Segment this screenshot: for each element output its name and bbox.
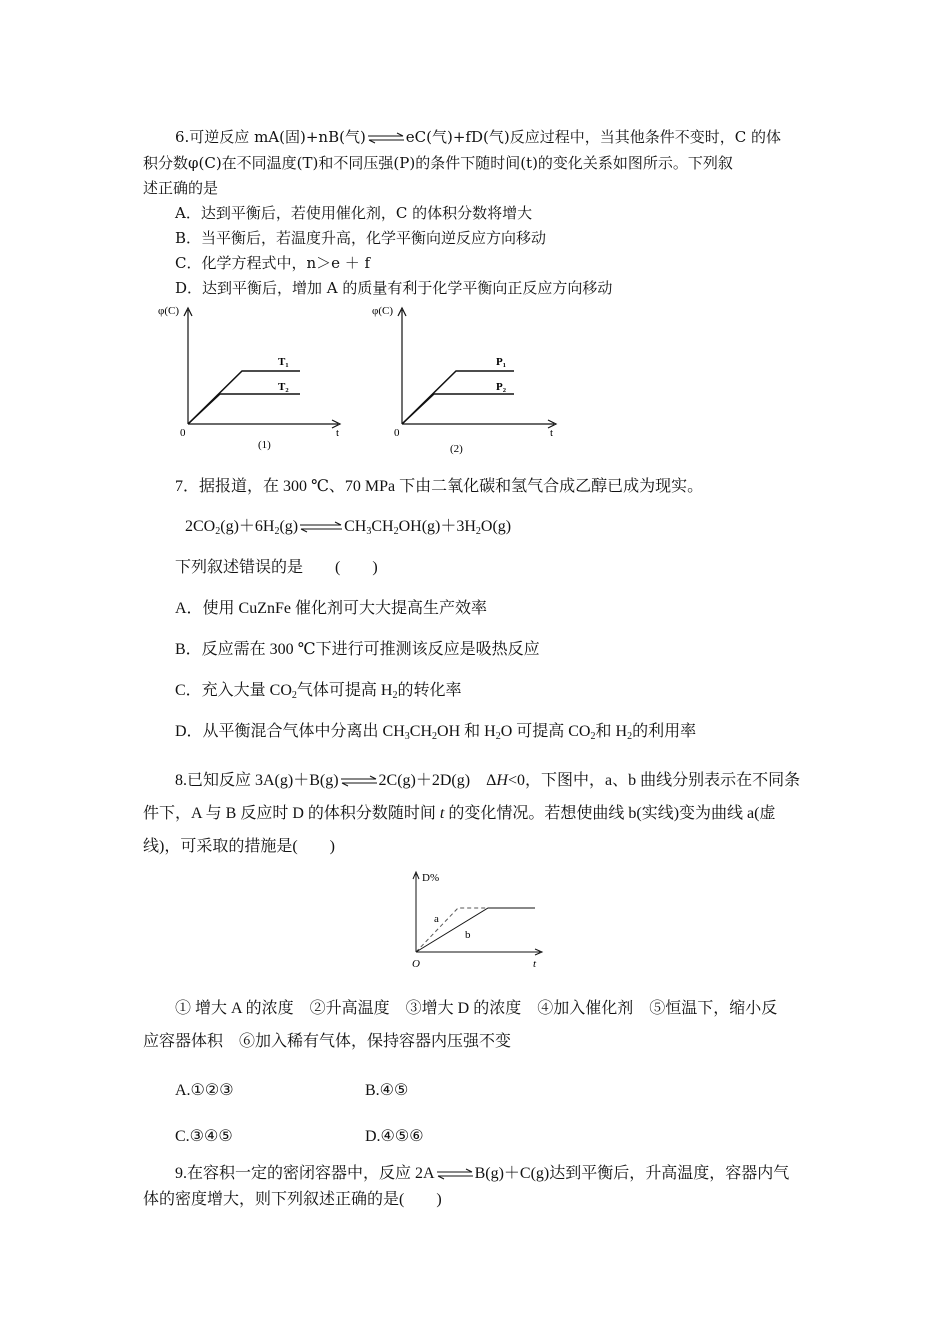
q7-option-b: B．反应需在 300 ℃下进行可推测该反应是吸热反应 [175, 641, 540, 658]
curve-t2-label: T₂ [278, 381, 289, 393]
equilibrium-arrow-icon [339, 775, 379, 787]
x-axis-label: t [336, 427, 340, 439]
q8-option-d: D.④⑤⑥ [365, 1128, 424, 1145]
curve-p2-label: P₂ [496, 381, 507, 393]
q6-option-d: D．达到平衡后，增加 A 的质量有利于化学平衡向正反应方向移动 [175, 279, 613, 297]
q7-stem: 7．据报道，在 300 ℃、70 MPa 下由二氧化碳和氢气合成乙醇已成为现实。 [175, 478, 704, 495]
equilibrium-arrow-icon [366, 132, 406, 144]
q7-option-a: A．使用 CuZnFe 催化剂可大大提高生产效率 [175, 600, 488, 617]
curve-a-label: a [434, 913, 439, 925]
y-axis-label: φ(C) [158, 305, 180, 317]
graph-caption: (1) [258, 439, 271, 451]
q6-option-b: B．当平衡后，若温度升高，化学平衡向逆反应方向移动 [175, 229, 547, 247]
x-axis-label: t [550, 427, 554, 439]
curve-t1 [188, 371, 300, 424]
q8-stem-line2: 件下，A 与 B 反应时 D 的体积分数随时间 t 的变化情况。若想使曲线 b(实线)变为曲线 a(虚 [143, 805, 776, 822]
y-axis-label: D% [422, 872, 440, 884]
x-axis-label: t [533, 958, 537, 970]
q9-stem-line1: 9.在容积一定的密闭容器中，反应 2A B(g)＋C(g)达到平衡后，升高温度，容器内气 [175, 1165, 790, 1182]
q7-equation: $2CO_2(g)+6H_2(g)$ $CH_3CH_2OH(g)+3H_2O(g)$ [185, 518, 512, 537]
origin-label: 0 [180, 427, 186, 439]
graph-caption: (2) [450, 443, 463, 455]
equilibrium-arrow-icon [298, 521, 344, 533]
q8-stem-line3: 线)，可采取的措施是( ) [143, 838, 335, 855]
q8-graph [400, 866, 545, 972]
q8-measures-line1: ① 增大 A 的浓度 ②升高温度 ③增大 D 的浓度 ④加入催化剂 ⑤恒温下，缩小反 [175, 1000, 778, 1017]
q9-stem-line2: 体的密度增大，则下列叙述正确的是( ) [143, 1191, 442, 1208]
q6-graph-pressure [364, 300, 564, 460]
curve-p1-label: P₁ [496, 356, 507, 368]
equilibrium-arrow-icon [435, 1168, 475, 1180]
curve-t2 [188, 394, 300, 424]
origin-label: 0 [394, 427, 400, 439]
q6-option-a: A．达到平衡后，若使用催化剂，C 的体积分数将增大 [175, 204, 533, 222]
q8-stem-line1: 8.已知反应 3A(g)＋B(g) 2C(g)＋2D(g) ΔH<0，下图中，a、b 曲线分别表示在不同条 [175, 772, 801, 789]
q6-option-c: C．化学方程式中，n＞e ＋ f [175, 254, 371, 272]
curve-p2 [402, 394, 514, 424]
q6-stem-line2: 积分数φ(C)在不同温度(T)和不同压强(P)的条件下随时间(t)的变化关系如图所示。下列叙 [143, 154, 733, 172]
q8-option-c: C.③④⑤ [175, 1128, 233, 1145]
q6-stem-line1: 6.可逆反应 mA(固)+nB(气) eC(气)+fD(气)反应过程中，当其他条件不变时，C 的体 [175, 128, 781, 146]
origin-label: O [412, 958, 420, 970]
y-axis-label: φ(C) [372, 305, 394, 317]
q8-option-a: A.①②③ [175, 1082, 234, 1099]
q6-graph-temperature [150, 300, 350, 460]
q7-option-c: C．充入大量 $CO_2$气体可提高 $H_2$的转化率 [175, 682, 462, 701]
curve-t1-label: T₁ [278, 356, 289, 368]
q7-question: 下列叙述错误的是 ( ) [175, 559, 378, 576]
q8-measures-line2: 应容器体积 ⑥加入稀有气体，保持容器内压强不变 [143, 1033, 512, 1050]
q7-option-d: D．从平衡混合气体中分离出 $CH_3CH_2OH$ 和 $H_2O$ 可提高 $CO_2$和 $H_2$的利用率 [175, 723, 697, 742]
curve-b-label: b [465, 929, 471, 941]
curve-p1 [402, 371, 514, 424]
q6-stem-line3: 述正确的是 [143, 179, 219, 197]
q8-option-b: B.④⑤ [365, 1082, 409, 1099]
